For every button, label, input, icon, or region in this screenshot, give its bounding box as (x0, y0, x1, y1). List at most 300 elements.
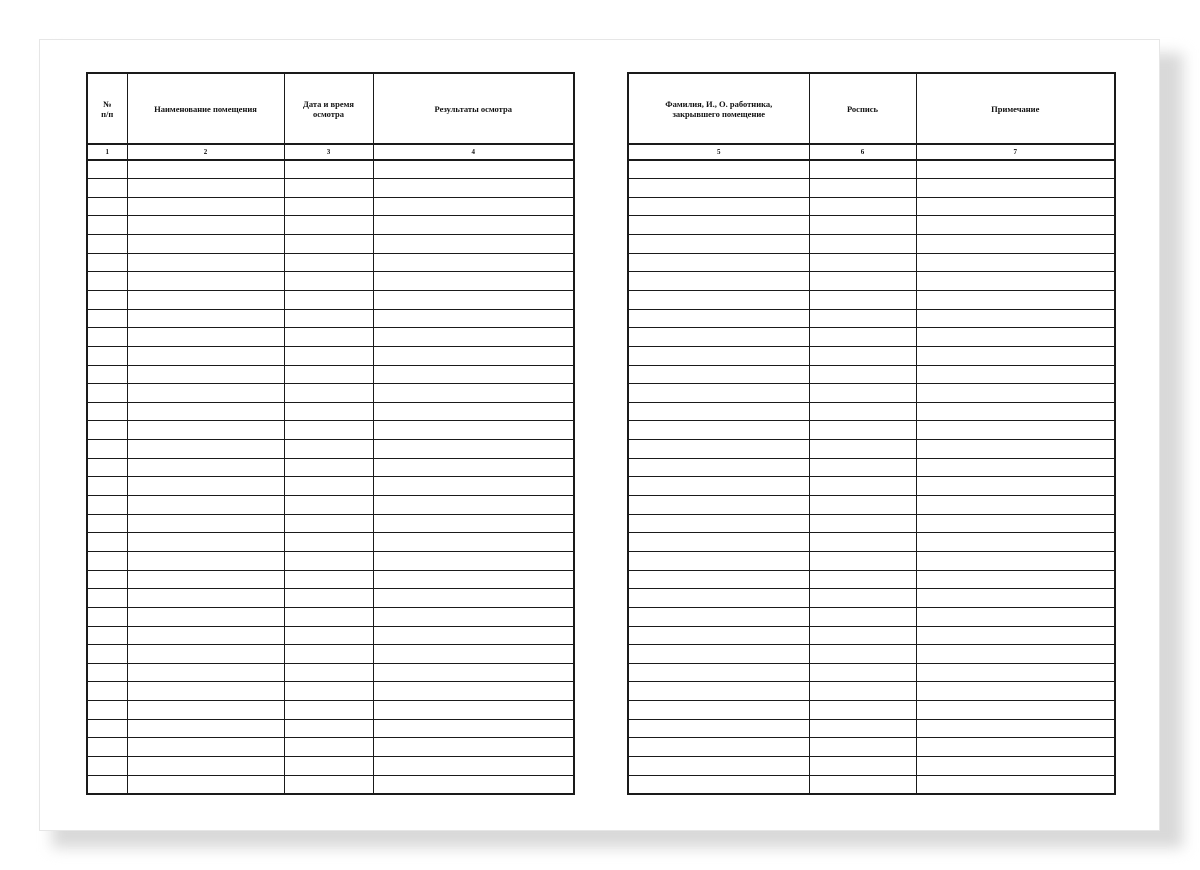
table-row (87, 663, 574, 682)
table-cell (87, 738, 127, 757)
table-cell (284, 477, 373, 496)
table-row (628, 440, 1115, 459)
table-cell (809, 607, 916, 626)
table-row (87, 738, 574, 757)
table-cell (916, 216, 1115, 235)
table-row (628, 533, 1115, 552)
table-cell (628, 626, 809, 645)
table-cell (628, 533, 809, 552)
table-cell (373, 738, 574, 757)
table-cell (916, 328, 1115, 347)
table-cell (628, 235, 809, 254)
table-row (628, 290, 1115, 309)
table-cell (628, 365, 809, 384)
table-row (628, 626, 1115, 645)
column-number: 3 (284, 144, 373, 160)
table-cell (127, 477, 284, 496)
left-header-row (87, 73, 574, 144)
table-cell (628, 496, 809, 515)
table-cell (628, 402, 809, 421)
table-cell (373, 160, 574, 179)
table-cell (127, 551, 284, 570)
table-cell (373, 496, 574, 515)
table-cell (87, 533, 127, 552)
table-cell (628, 589, 809, 608)
table-cell (127, 719, 284, 738)
table-row (87, 421, 574, 440)
table-cell (916, 663, 1115, 682)
table-cell (284, 421, 373, 440)
table-cell (628, 328, 809, 347)
table-cell (284, 645, 373, 664)
table-cell (284, 738, 373, 757)
right-column-numbers-row (628, 144, 1115, 160)
table-cell (628, 440, 809, 459)
table-cell (284, 272, 373, 291)
table-cell (127, 328, 284, 347)
table-row (628, 701, 1115, 720)
table-cell (373, 645, 574, 664)
table-cell (87, 607, 127, 626)
table-cell (628, 570, 809, 589)
table-cell (916, 607, 1115, 626)
left-page-table (86, 72, 575, 795)
table-cell (87, 402, 127, 421)
table-cell (628, 309, 809, 328)
table-cell (373, 216, 574, 235)
table-cell (87, 272, 127, 291)
table-cell (628, 682, 809, 701)
table-cell (284, 775, 373, 794)
table-cell (87, 551, 127, 570)
table-row (628, 384, 1115, 403)
table-cell (87, 570, 127, 589)
table-cell (87, 458, 127, 477)
table-cell (628, 775, 809, 794)
table-cell (87, 496, 127, 515)
table-cell (373, 272, 574, 291)
table-cell (127, 290, 284, 309)
table-cell (809, 663, 916, 682)
table-row (628, 477, 1115, 496)
table-cell (127, 607, 284, 626)
table-cell (127, 570, 284, 589)
table-row (87, 626, 574, 645)
table-cell (87, 682, 127, 701)
left-table-body (87, 160, 574, 794)
table-cell (916, 421, 1115, 440)
table-cell (628, 514, 809, 533)
table-cell (127, 253, 284, 272)
table-cell (809, 701, 916, 720)
table-cell (373, 346, 574, 365)
table-cell (284, 701, 373, 720)
table-cell (87, 235, 127, 254)
table-cell (809, 216, 916, 235)
table-cell (87, 346, 127, 365)
table-cell (628, 757, 809, 776)
table-row (628, 253, 1115, 272)
table-cell (87, 514, 127, 533)
table-cell (127, 738, 284, 757)
table-cell (628, 290, 809, 309)
table-row (87, 757, 574, 776)
table-cell (284, 253, 373, 272)
table-row (87, 160, 574, 179)
table-cell (284, 682, 373, 701)
table-cell (87, 216, 127, 235)
table-cell (916, 682, 1115, 701)
table-cell (628, 160, 809, 179)
table-cell (127, 365, 284, 384)
table-cell (916, 440, 1115, 459)
table-cell (809, 160, 916, 179)
table-cell (628, 663, 809, 682)
table-row (628, 496, 1115, 515)
table-cell (809, 235, 916, 254)
table-cell (284, 719, 373, 738)
table-row (628, 235, 1115, 254)
table-row (628, 328, 1115, 347)
table-cell (284, 384, 373, 403)
table-cell (373, 179, 574, 198)
table-row (628, 365, 1115, 384)
table-cell (373, 663, 574, 682)
table-row (87, 216, 574, 235)
table-cell (87, 421, 127, 440)
table-cell (809, 421, 916, 440)
table-cell (284, 589, 373, 608)
table-cell (916, 272, 1115, 291)
table-row (628, 458, 1115, 477)
header-inspection-datetime: Дата и время осмотра (284, 73, 373, 144)
table-cell (916, 365, 1115, 384)
table-row (628, 645, 1115, 664)
table-row (87, 682, 574, 701)
table-row (87, 309, 574, 328)
table-cell (87, 328, 127, 347)
table-cell (809, 514, 916, 533)
table-cell (916, 384, 1115, 403)
table-cell (809, 384, 916, 403)
table-cell (628, 346, 809, 365)
table-cell (809, 197, 916, 216)
table-cell (373, 290, 574, 309)
table-cell (373, 626, 574, 645)
table-cell (916, 738, 1115, 757)
table-cell (628, 477, 809, 496)
table-cell (284, 179, 373, 198)
table-cell (809, 719, 916, 738)
table-cell (127, 346, 284, 365)
table-cell (916, 290, 1115, 309)
table-row (87, 179, 574, 198)
table-cell (373, 551, 574, 570)
table-cell (916, 757, 1115, 776)
table-cell (628, 719, 809, 738)
table-row (87, 365, 574, 384)
table-row (87, 645, 574, 664)
table-cell (87, 663, 127, 682)
table-cell (127, 216, 284, 235)
table-cell (87, 309, 127, 328)
table-cell (809, 458, 916, 477)
table-cell (127, 235, 284, 254)
column-number: 7 (916, 144, 1115, 160)
table-cell (284, 160, 373, 179)
table-cell (284, 458, 373, 477)
table-row (628, 514, 1115, 533)
table-cell (809, 440, 916, 459)
table-cell (284, 514, 373, 533)
table-cell (916, 514, 1115, 533)
table-cell (87, 775, 127, 794)
table-cell (916, 160, 1115, 179)
table-cell (916, 551, 1115, 570)
table-cell (284, 626, 373, 645)
table-cell (916, 197, 1115, 216)
table-row (628, 607, 1115, 626)
table-cell (87, 253, 127, 272)
table-cell (127, 458, 284, 477)
table-cell (373, 197, 574, 216)
column-number: 2 (127, 144, 284, 160)
table-cell (373, 775, 574, 794)
table-row (87, 346, 574, 365)
header-signature: Роспись (809, 73, 916, 144)
table-cell (127, 663, 284, 682)
table-cell (87, 179, 127, 198)
table-cell (284, 402, 373, 421)
table-cell (127, 682, 284, 701)
table-cell (284, 551, 373, 570)
table-cell (809, 738, 916, 757)
table-cell (916, 235, 1115, 254)
table-cell (628, 738, 809, 757)
table-cell (373, 458, 574, 477)
table-cell (127, 384, 284, 403)
table-cell (809, 626, 916, 645)
table-cell (628, 607, 809, 626)
table-row (87, 328, 574, 347)
table-row (87, 533, 574, 552)
table-cell (87, 701, 127, 720)
table-cell (284, 533, 373, 552)
header-note: Примечание (916, 73, 1115, 144)
table-row (87, 458, 574, 477)
table-cell (373, 570, 574, 589)
table-cell (373, 514, 574, 533)
table-row (628, 179, 1115, 198)
table-cell (87, 365, 127, 384)
table-cell (628, 179, 809, 198)
table-cell (628, 458, 809, 477)
table-row (87, 570, 574, 589)
table-cell (127, 589, 284, 608)
table-cell (284, 365, 373, 384)
table-cell (373, 309, 574, 328)
table-cell (127, 757, 284, 776)
table-cell (809, 179, 916, 198)
column-number: 6 (809, 144, 916, 160)
table-cell (628, 645, 809, 664)
table-row (628, 551, 1115, 570)
table-row (87, 775, 574, 794)
header-room-name: Наименование помещения (127, 73, 284, 144)
table-cell (628, 272, 809, 291)
table-cell (284, 290, 373, 309)
table-cell (373, 402, 574, 421)
table-cell (916, 179, 1115, 198)
table-cell (373, 365, 574, 384)
table-cell (916, 589, 1115, 608)
table-cell (373, 701, 574, 720)
table-cell (127, 496, 284, 515)
table-cell (628, 421, 809, 440)
table-cell (284, 496, 373, 515)
table-row (628, 421, 1115, 440)
table-cell (87, 477, 127, 496)
table-cell (809, 365, 916, 384)
table-cell (809, 589, 916, 608)
table-cell (916, 626, 1115, 645)
table-cell (628, 216, 809, 235)
table-cell (628, 701, 809, 720)
table-cell (809, 645, 916, 664)
table-cell (87, 290, 127, 309)
table-cell (87, 757, 127, 776)
table-cell (628, 253, 809, 272)
right-page-table (627, 72, 1116, 795)
table-row (87, 477, 574, 496)
table-cell (284, 757, 373, 776)
table-cell (809, 290, 916, 309)
table-cell (373, 235, 574, 254)
table-cell (284, 216, 373, 235)
table-cell (127, 645, 284, 664)
table-cell (284, 607, 373, 626)
table-cell (373, 421, 574, 440)
table-cell (809, 551, 916, 570)
table-cell (809, 570, 916, 589)
table-cell (809, 496, 916, 515)
table-cell (284, 440, 373, 459)
column-number: 4 (373, 144, 574, 160)
table-cell (284, 328, 373, 347)
table-cell (284, 309, 373, 328)
table-cell (373, 253, 574, 272)
table-cell (916, 775, 1115, 794)
table-row (628, 775, 1115, 794)
table-cell (916, 701, 1115, 720)
table-cell (127, 775, 284, 794)
table-row (87, 701, 574, 720)
table-row (87, 290, 574, 309)
table-cell (916, 346, 1115, 365)
table-cell (127, 272, 284, 291)
table-row (87, 440, 574, 459)
table-cell (373, 440, 574, 459)
table-cell (373, 477, 574, 496)
table-cell (87, 626, 127, 645)
table-cell (127, 309, 284, 328)
table-cell (284, 570, 373, 589)
table-cell (127, 626, 284, 645)
table-cell (127, 402, 284, 421)
column-number: 5 (628, 144, 809, 160)
table-cell (373, 384, 574, 403)
table-cell (916, 402, 1115, 421)
table-cell (284, 346, 373, 365)
table-cell (916, 645, 1115, 664)
header-inspection-results: Результаты осмотра (373, 73, 574, 144)
table-cell (373, 328, 574, 347)
table-cell (87, 384, 127, 403)
header-row-number: № п/п (87, 73, 127, 144)
table-cell (809, 775, 916, 794)
table-cell (628, 384, 809, 403)
table-row (87, 719, 574, 738)
table-cell (87, 160, 127, 179)
table-cell (809, 346, 916, 365)
table-row (87, 235, 574, 254)
table-row (87, 384, 574, 403)
table-row (628, 197, 1115, 216)
table-cell (373, 682, 574, 701)
table-cell (916, 458, 1115, 477)
right-header-row (628, 73, 1115, 144)
table-row (628, 160, 1115, 179)
column-number: 1 (87, 144, 127, 160)
table-cell (809, 328, 916, 347)
table-row (87, 272, 574, 291)
table-cell (127, 421, 284, 440)
table-row (87, 551, 574, 570)
table-cell (809, 682, 916, 701)
table-cell (87, 719, 127, 738)
table-cell (87, 589, 127, 608)
table-row (87, 253, 574, 272)
table-row (87, 496, 574, 515)
table-row (628, 272, 1115, 291)
table-row (628, 309, 1115, 328)
table-row (628, 346, 1115, 365)
table-row (87, 514, 574, 533)
table-cell (127, 160, 284, 179)
table-row (87, 197, 574, 216)
table-cell (809, 533, 916, 552)
table-row (87, 589, 574, 608)
table-row (628, 402, 1115, 421)
table-cell (87, 645, 127, 664)
table-cell (916, 496, 1115, 515)
table-row (628, 719, 1115, 738)
table-cell (809, 757, 916, 776)
table-cell (916, 570, 1115, 589)
table-cell (373, 589, 574, 608)
table-cell (373, 757, 574, 776)
table-cell (127, 197, 284, 216)
table-row (87, 607, 574, 626)
table-row (87, 402, 574, 421)
table-cell (916, 253, 1115, 272)
table-cell (916, 477, 1115, 496)
table-cell (809, 272, 916, 291)
table-cell (87, 197, 127, 216)
table-cell (127, 533, 284, 552)
table-row (628, 216, 1115, 235)
table-cell (284, 235, 373, 254)
